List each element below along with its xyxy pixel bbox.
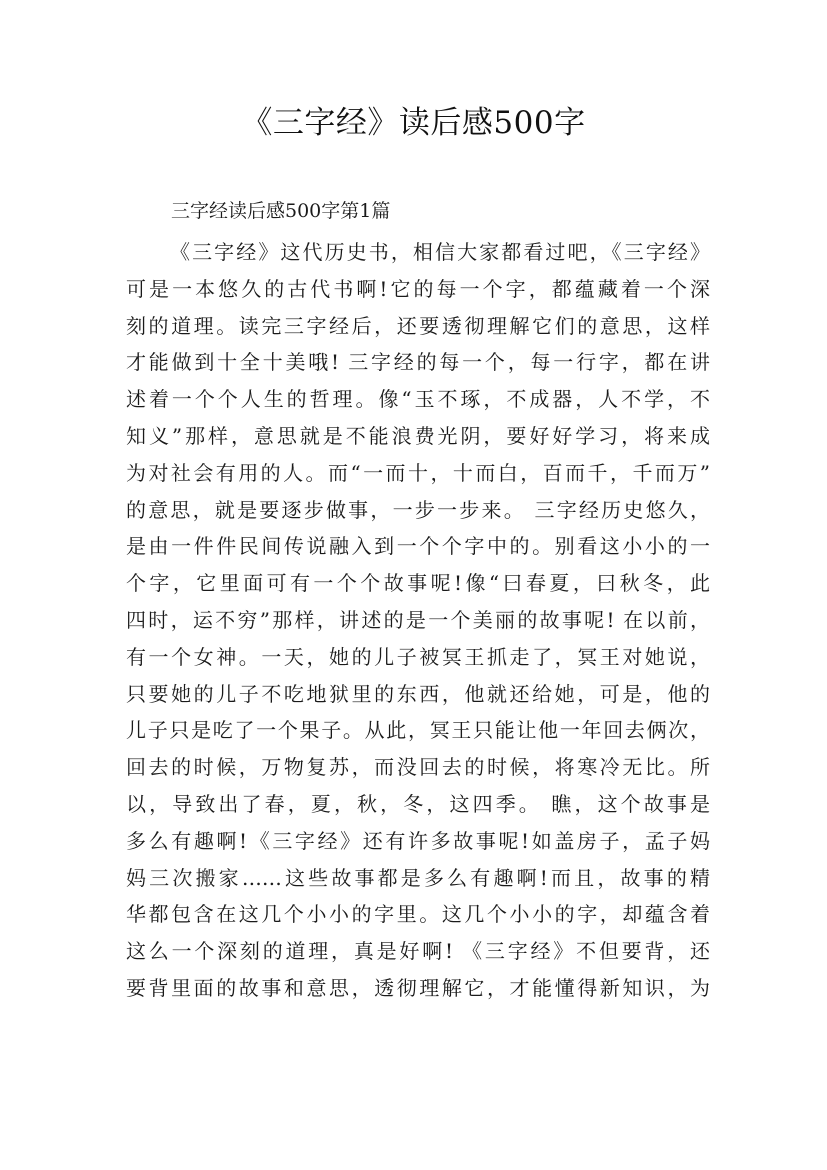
paragraph-line: 以，导致出了春，夏，秋，冬，这四季。 瞧，这个故事是 <box>126 791 710 816</box>
paragraph-line: 的意思，就是要逐步做事，一步一步来。 三字经历史悠久， <box>126 497 710 522</box>
paragraph-line: 儿子只是吃了一个果子。从此，冥王只能让他一年回去俩次， <box>126 718 710 743</box>
paragraph-line: 多么有趣啊!《三字经》还有许多故事呢!如盖房子，孟子妈 <box>126 828 710 853</box>
paragraph-line: 只要她的儿子不吃地狱里的东西，他就还给她，可是，他的 <box>126 681 710 706</box>
section-heading: 三字经读后感500字第1篇 <box>171 200 391 222</box>
paragraph-line: 《三字经》这代历史书，相信大家都看过吧，《三字经》 <box>170 240 710 264</box>
paragraph-line: 有一个女神。一天，她的儿子被冥王抓走了，冥王对她说， <box>126 644 710 669</box>
paragraph-line: 个字，它里面可有一个个故事呢!像“曰春夏，曰秋冬，此 <box>126 571 710 596</box>
paragraph-line: 华都包含在这几个小小的字里。这几个小小的字，却蕴含着 <box>126 902 710 927</box>
document-title: 《三字经》读后感500字 <box>241 105 586 141</box>
paragraph-line: 才能做到十全十美哦! 三字经的每一个，每一行字，都在讲 <box>126 350 710 375</box>
paragraph-line: 为对社会有用的人。而“一而十，十而白，百而千，千而万” <box>126 460 710 485</box>
paragraph-line: 回去的时候，万物复苏，而没回去的时候，将寒冷无比。所 <box>126 755 710 780</box>
paragraph-line: 可是一本悠久的古代书啊!它的每一个字，都蕴藏着一个深 <box>126 276 710 301</box>
paragraph-line: 述着一个个人生的哲理。像“玉不琢，不成器，人不学，不 <box>126 387 710 412</box>
paragraph-line: 知义”那样，意思就是不能浪费光阴，要好好学习，将来成 <box>126 423 710 448</box>
paragraph-line: 这么一个深刻的道理，真是好啊! 《三字经》不但要背，还 <box>126 939 710 964</box>
paragraph-line: 要背里面的故事和意思，透彻理解它，才能懂得新知识，为 <box>126 975 710 1000</box>
body-paragraph <box>126 234 710 1007</box>
paragraph-line: 四时，运不穷”那样，讲述的是一个美丽的故事呢! 在以前， <box>126 607 710 632</box>
paragraph-line: 妈三次搬家……这些故事都是多么有趣啊!而且，故事的精 <box>126 865 710 890</box>
paragraph-line: 是由一件件民间传说融入到一个个字中的。别看这小小的一 <box>126 534 710 559</box>
paragraph-line: 刻的道理。读完三字经后，还要透彻理解它们的意思，这样 <box>126 313 710 338</box>
